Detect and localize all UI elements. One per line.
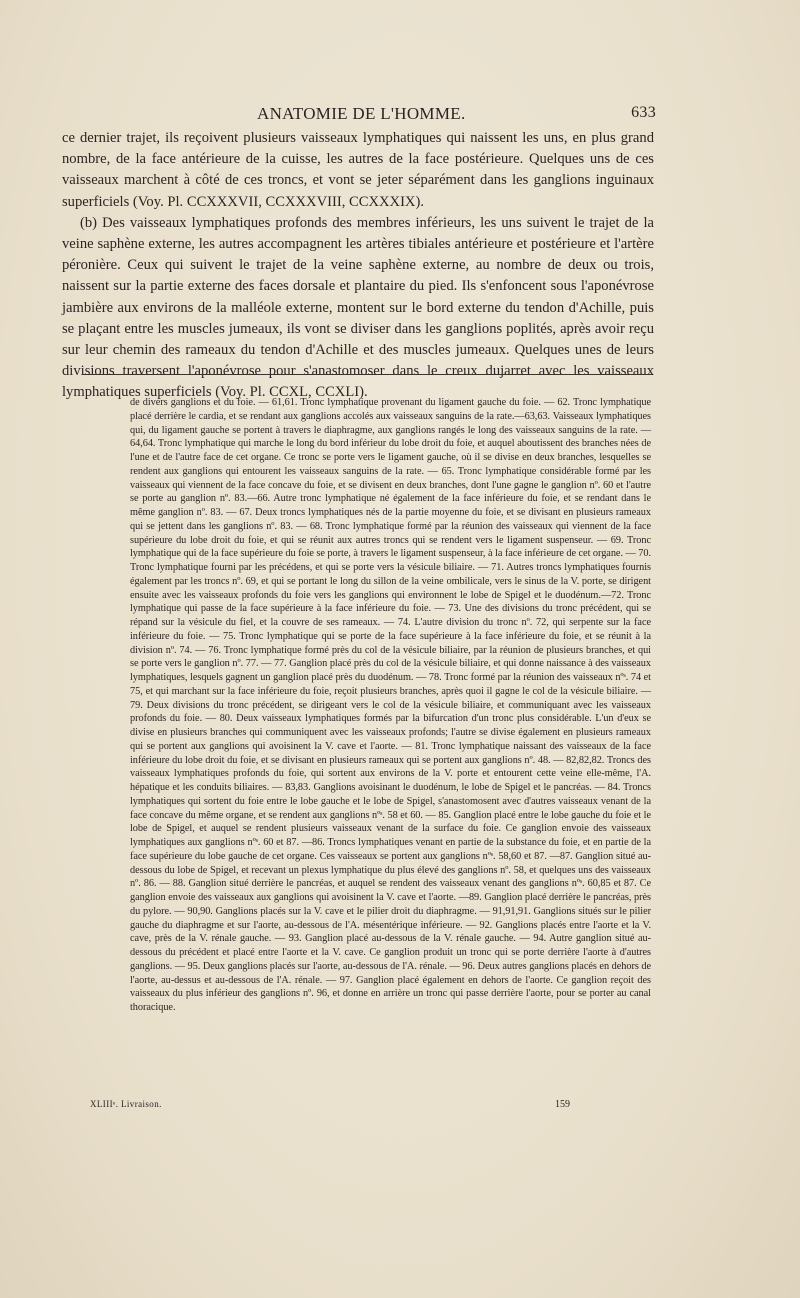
page-number: 633 xyxy=(631,104,656,121)
paragraph-continuation: ce dernier trajet, ils reçoivent plusieurs vaisseaux lymphatiques qui naissent les uns, en plus grand nombre, de la face antérieure de la cuisse, les autres de la face postérieure. Quelques uns de ces vaisseaux marchent à côté de ces troncs, et vont se jeter séparément dans les ganglions inguinaux superficiels (Voy. Pl. CCXXXVII, CCXXXVIII, CCXXXIX). xyxy=(62,130,654,210)
livraison-label: XLIIIᵉ. Livraison. xyxy=(90,1099,162,1109)
page-title: ANATOMIE DE L'HOMME. xyxy=(257,104,466,123)
signature-number: 159 xyxy=(555,1099,570,1110)
paragraph-deep-lymphatics: (b) Des vaisseaux lymphatiques profonds des membres inférieurs, les uns suivent le trajet de la veine saphène externe, les autres accompagnent les artères tibiales antérieure et postérieure et l'artère péronière. Ceux qui suivent le trajet de la veine saphène externe, au nombre de deux ou trois, naissent sur la partie externe des faces dorsale et plantaire du pied. Ils s'enfoncent sous l'aponévrose jambière aux environs de la malléole externe, montent sur le bord externe du tendon d'Achille, puis se plaçant entre les muscles jumeaux, ils vont se diviser dans les ganglions poplités, après avoir reçu sur leur chemin des rameaux du tendon d'Achille et des muscles jumeaux. Quelques unes de leurs divisions traversent l'aponévrose pour s'anastomoser dans le creux dujarret avec les vaisseaux lymphatiques superficiels (Voy. Pl. CCXL, CCXLI). xyxy=(62,214,654,401)
footnotes: de divers ganglions et du foie. — 61,61. Tronc lymphatique provenant du ligament gauche du foie. — 62. Tronc lymphatique placé derrière le cardia, et se rendant aux ganglions accolés aux vaisseaux sanguins de la rate.—63,63. Vaisseaux lymphatiques qui, du ligament gauche se portent à travers le diaphragme, aux ganglions rangés le long des vaisseaux sanguins de la rate. — 64,64. Tronc lymphatique qui marche le long du bord inférieur du lobe droit du foie, et auquel aboutissent des branches nées de l'une et de l'autre face de cet organe. Ce tronc se porte vers le ligament gauche, où il se divise en deux branches, lesquelles se rendent aux ganglions qui entourent les vaisseaux sanguins de la rate. — 65. Tronc lymphatique considérable formé par les vaisseaux qui viennent de la face concave du foie, et se divisent en deux branches, dont l'une gagne le ganglion nº. 60 et l'autre se porte au ganglion nº. 83.—66. Autre tronc lymphatique né également de la face inférieure du foie, et se rendant dans le même ganglion nº. 83. — 67. Deux troncs lymphatiques nés de la partie moyenne du foie, et se divisant en plusieurs rameaux qui se jettent dans les ganglions nº. 83. — 68. Tronc lymphatique formé par la réunion des vaisseaux qui viennent de la face supérieure du lobe droit du foie, et qui se réunit aux autres troncs qui se rendent vers le ligament suspenseur. — 69. Tronc lymphatique qui de la face supérieure du foie se porte, à travers le ligament suspenseur, à la face inférieure de cet organe. — 70. Tronc lymphatique fourni par les précédens, et qui se porte vers la vésicule biliaire. — 71. Autres troncs lymphatiques fournis également par les troncs nº. 69, et qui se portant le long du sillon de la veine ombilicale, vers le sinus de la V. porte, se dirigent ensuite avec les vaisseaux profonds du foie vers les ganglions qui environnent le lobe de Spigel et le duodénum.—72. Tronc lymphatique qui passe de la face supérieure à la face inférieure du foie. — 73. Une des divisions du tronc précédent, qui se répand sur la vésicule du fiel, et la couvre de ses rameaux. — 74. L'autre division du tronc nº. 72, qui serpente sur la face inférieure du foie. — 75. Tronc lymphatique qui se porte de la face supérieure à la face inférieure du foie, et se réunit à la division nº. 74. — 76. Tronc lymphatique formé près du col de la vésicule biliaire, par la réunion de plusieurs branches, et qui se porte vers le ganglion nº. 77. — 77. Ganglion placé près du col de la vésicule biliaire, et qui donne naissance à des vaisseaux lymphatiques, lesquels gagnent un ganglion placé près du duodénum. — 78. Tronc formé par la réunion des vaisseaux nºˢ. 74 et 75, et qui marchant sur la face inférieure du foie, reçoit plusieurs branches, après quoi il gagne le col de la vésicule biliaire. — 79. Deux divisions du tronc précédent, se dirigeant vers le col de la vésicule biliaire, et communiquant avec les vaisseaux profonds du foie. — 80. Deux vaisseaux lymphatiques formés par la bifurcation d'un tronc plus considérable. L'un d'eux se divise en plusieurs branches qui communiquent avec les vaisseaux profonds; l'autre se divise également en plusieurs rameaux qui se portent aux ganglions qui avoisinent la V. cave et l'aorte. — 81. Tronc lymphatique naissant des vaisseaux de la face inférieure du lobe droit du foie, et se divisant en plusieurs rameaux qui se portent aux ganglions nº. 48. — 82,82,82. Troncs des vaisseaux lymphatiques profonds du foie, qui sortent aux environs de la V. porte et entourent cette veine elle-même, l'A. hépatique et les conduits biliaires. — 83,83. Ganglions avoisinant le duodénum, le lobe de Spigel et le pancréas. — 84. Troncs lymphatiques qui sortent du foie entre le lobe gauche et le lobe de Spigel, s'anastomosent avec d'autres vaisseaux venant de la face concave du même organe, et se rendent aux ganglions nºˢ. 58 et 60. — 85. Ganglion placé entre le lobe gauche du foie et le lobe de Spigel, et auquel se rendent plusieurs vaisseaux venant de la surface du foie. Ce ganglion envoie des vaisseaux lymphatiques aux ganglions nºˢ. 60 et 87. —86. Troncs lymphatiques venant en partie de la substance du foie, et en partie de la face supérieure du lobe gauche de cet organe. Ces vaisseaux se portent aux ganglions nºˢ. 58,60 et 87. —87. Ganglion situé au-dessous du lobe de Spigel, et recevant un plexus lymphatique du plus élevé des ganglions nº. 58, et quelques uns des vaisseaux nº. 86. — 88. Ganglion situé derrière le pancréas, et auquel se rendent des vaisseaux venant des ganglions nºˢ. 60,85 et 87. Ce ganglion envoie des vaisseaux aux ganglions qui avoisinent la V. cave et l'aorte. —89. Ganglion placé derrière le pancréas, près du pylore. — 90,90. Ganglions placés sur la V. cave et le pilier droit du diaphragme. — 91,91,91. Ganglions situés sur le pilier gauche du diaphragme et sur l'aorte, au-dessous de l'A. mésentérique inférieure. — 92. Ganglions placés entre l'aorte et la V. cave, près de la V. rénale gauche. — 93. Ganglion placé au-dessous de la V. rénale gauche. — 94. Autre ganglion situé au-dessous du précédent et placé entre l'aorte et la V. cave. Ce ganglion produit un tronc qui se porte derrière l'aorte à d'autres ganglions. — 95. Deux ganglions placés sur l'aorte, au-dessous de l'A. rénale. — 96. Deux autres ganglions placés en dehors de l'aorte, au-dessus et au-dessous de l'A. rénale. — 97. Ganglion placé également en dehors de l'aorte. Ce ganglion reçoit des vaisseaux du plus inférieur des ganglions nº. 96, et donne en arrière un tronc qui passe derrière l'aorte, pour se porter au canal thoracique. xyxy=(130,397,651,1013)
main-text xyxy=(62,128,654,404)
footnote-divider xyxy=(82,374,652,375)
